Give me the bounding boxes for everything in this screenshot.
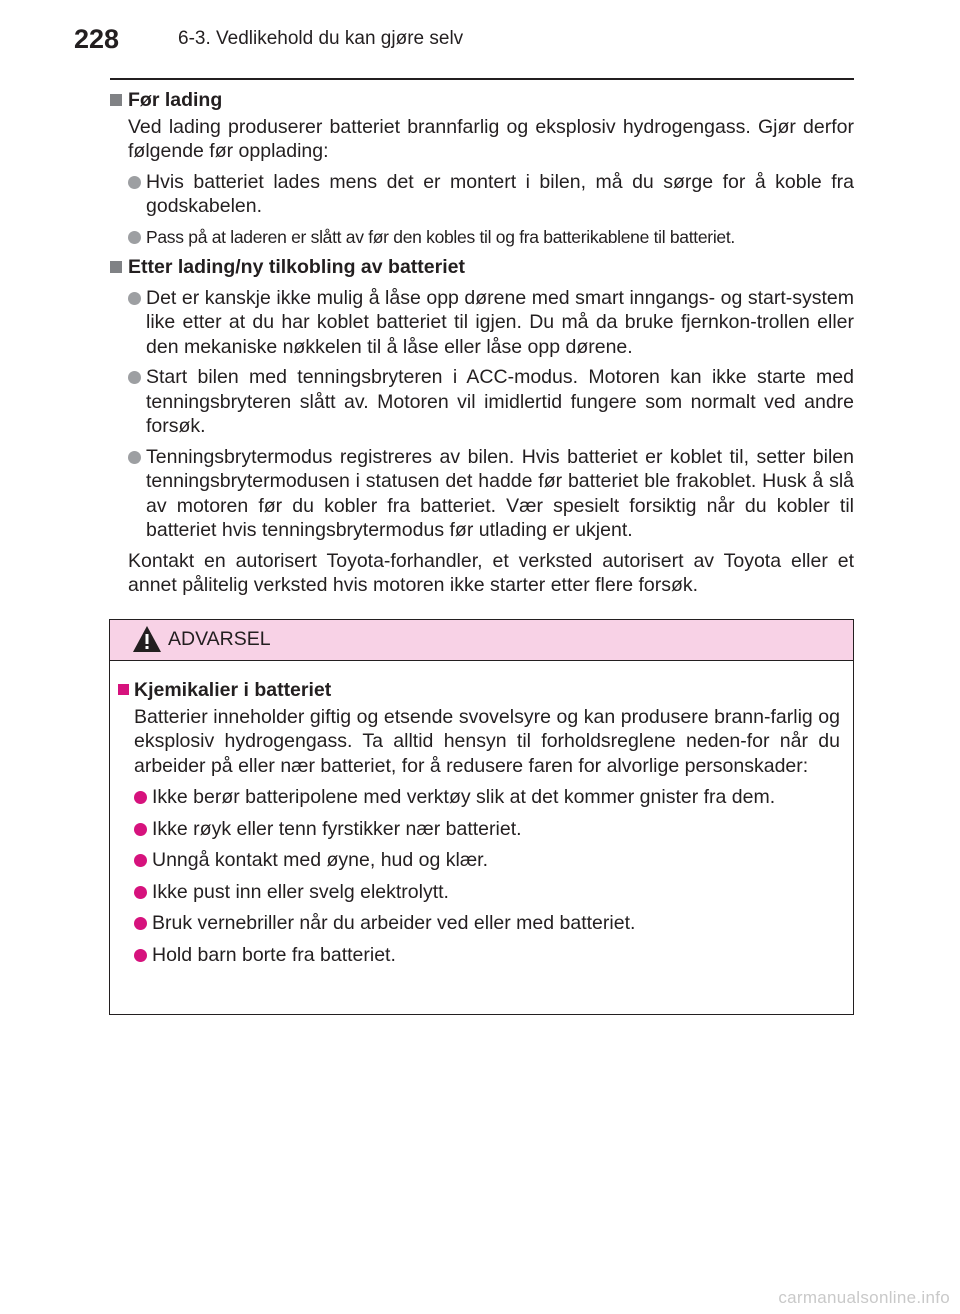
watermark: carmanualsonline.info (778, 1288, 950, 1307)
list-item: Ikke røyk eller tenn fyrstikker nær batteriet. (134, 817, 840, 842)
list-item: Ikke pust inn eller svelg elektrolytt. (134, 880, 840, 905)
circle-bullet-icon (134, 886, 147, 899)
circle-bullet-icon (128, 451, 141, 464)
list-item: Tenningsbrytermodus registreres av bilen. Hvis batteriet er koblet til, setter bilen tenningsbrytermodusen i statusen det hadde før batteriet ble frakoblet. Husk å slå av motoren før du kobler fra batteriet. Vær spesielt forsiktig når du kobler til batteriet hvis tenningsbrytermodus før utlading er ukjent. (128, 445, 854, 543)
page-number: 228 (74, 24, 120, 54)
warning-header (110, 620, 853, 661)
section-intro: Ved lading produserer batteriet brannfarlig og eksplosiv hydrogengass. Gjør derfor følgende før opplading: (128, 115, 854, 162)
square-bullet-icon (110, 94, 122, 106)
square-bullet-icon (110, 261, 122, 273)
list-item: Unngå kontakt med øyne, hud og klær. (134, 848, 840, 873)
header-divider (110, 78, 854, 80)
section-outro: Kontakt en autorisert Toyota-forhandler, et verksted autorisert av Toyota eller et annet pålitelig verksted hvis motoren ikke starter etter flere forsøk. (128, 549, 854, 596)
warning-box (109, 619, 854, 1015)
circle-bullet-icon (128, 176, 141, 189)
list-item: Hvis batteriet lades mens det er montert i bilen, må du sørge for å koble fra godskabelen. (128, 170, 854, 219)
list-item: Start bilen med tenningsbryteren i ACC-modus. Motoren kan ikke starte med tenningsbryteren slått av. Motoren vil imidlertid fungere som normalt ved andre forsøk. (128, 365, 854, 439)
circle-bullet-icon (134, 949, 147, 962)
list-item: Det er kanskje ikke mulig å låse opp dørene med smart inngangs- og start-system like etter at du har koblet batteriet til igjen. Du må da bruke fjernkon-trollen eller den mekaniske nøkkelen til å låse eller låse opp dørene. (128, 286, 854, 360)
circle-bullet-icon (134, 791, 147, 804)
circle-bullet-icon (134, 823, 147, 836)
warning-title: ADVARSEL (168, 628, 271, 650)
warning-heading: Kjemikalier i batteriet (118, 678, 840, 703)
page-header (74, 14, 854, 64)
circle-bullet-icon (134, 917, 147, 930)
warning-intro: Batterier inneholder giftig og etsende svovelsyre og kan produsere brann-farlig og eksplosiv hydrogengass. Ta alltid hensyn til forholdsreglene neden-for når du arbeider på eller nær batteriet, for å redusere faren for alvorlige personskader: (134, 705, 840, 777)
section-heading-after-charging: Etter lading/ny tilkobling av batteriet (110, 255, 854, 280)
chapter-title: 6-3. Vedlikehold du kan gjøre selv (178, 28, 464, 49)
main-content (110, 88, 854, 598)
circle-bullet-icon (134, 854, 147, 867)
section-heading-before-charging: Før lading (110, 88, 854, 113)
circle-bullet-icon (128, 371, 141, 384)
circle-bullet-icon (128, 292, 141, 305)
square-bullet-icon (118, 684, 129, 695)
list-item: Ikke berør batteripolene med verktøy slik at det kommer gnister fra dem. (134, 785, 840, 810)
warning-triangle-icon (132, 624, 162, 654)
list-item: Bruk vernebriller når du arbeider ved eller med batteriet. (134, 911, 840, 936)
circle-bullet-icon (128, 231, 141, 244)
warning-body (118, 678, 840, 967)
list-item: Hold barn borte fra batteriet. (134, 943, 840, 968)
list-item: Pass på at laderen er slått av før den kobles til og fra batterikablene til batteriet. (128, 225, 854, 250)
